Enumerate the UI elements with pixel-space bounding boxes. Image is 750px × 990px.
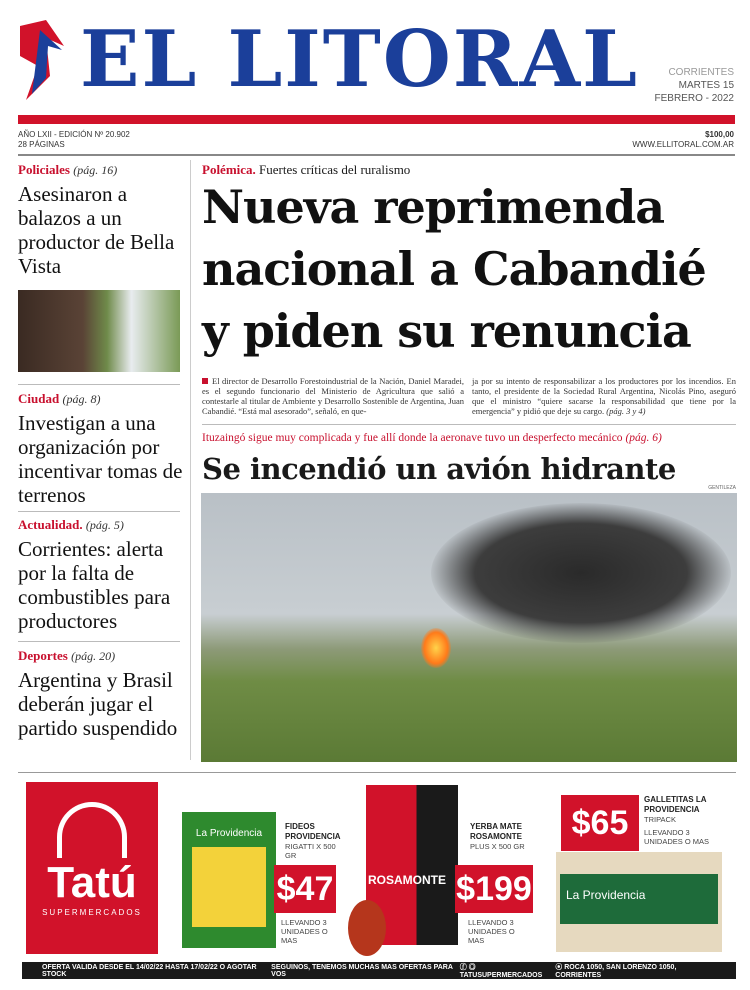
offer-validity: OFERTA VALIDA DESDE EL 14/02/22 HASTA 17/02/22 O AGOTAR STOCK (42, 963, 257, 978)
product-detail: PLUS X 500 GR (470, 842, 525, 851)
armadillo-icon (57, 802, 127, 858)
page-ref: (pág. 3 y 4) (606, 406, 646, 416)
condition: LLEVANDO 3 UNIDADES O MAS (644, 828, 710, 846)
date: FEBRERO - 2022 (654, 93, 734, 104)
mate-cup (348, 900, 386, 956)
section-label: Deportes (18, 648, 68, 663)
sidebar-story-policiales[interactable] (18, 162, 183, 278)
red-bar (18, 115, 735, 124)
social-handle[interactable] (460, 962, 556, 979)
lead-body-col1 (202, 376, 464, 416)
victim-photo (18, 290, 180, 372)
body-text: El director de Desarrollo Forestoindustrial de la Nación, Daniel Maradei, es el segundo funcionario del Ministerio de Agricultura que salió a contestarle al titular de Ambiente y Desarrollo Sostenible de Argentina, Juan Cabandié. “Está mal asesorado”, señaló, en que- (202, 376, 464, 416)
product-name: YERBA MATE ROSAMONTE (470, 822, 522, 841)
product-name: GALLETITAS LA PROVIDENCIA (644, 795, 707, 814)
price-tag: $65 (561, 795, 639, 851)
address: ROCA 1050, SAN LORENZO 1050, CORRIENTES (555, 964, 677, 979)
logo-bird-icon (16, 16, 68, 104)
lead-headline[interactable]: Nueva reprimenda nacional a Cabandié y piden su renuncia (202, 180, 706, 358)
kicker-text: Fuertes críticas del ruralismo (259, 162, 411, 177)
pasta-package (182, 812, 276, 948)
headline[interactable]: Argentina y Brasil deberán jugar el partido suspendido (18, 668, 178, 740)
body-text: ja por su intento de responsabilizar a los productores por los incendios. En tanto, el presidente de la Sociedad Rural Argentina, Nicolás Pino, aseguró que el ministro “quiere sacarse la responsabilidad que tiene por la emergencia” y pidió que deje su cargo. (472, 376, 736, 416)
section-label: Actualidad. (18, 517, 83, 532)
divider (18, 384, 180, 385)
divider (202, 424, 736, 425)
headline[interactable]: Corrientes: alerta por la falta de combustibles para productores (18, 537, 171, 633)
masthead-title[interactable]: EL LITORAL (80, 14, 639, 105)
price-info (632, 130, 734, 150)
smoke (431, 503, 731, 643)
page-ref: (pág. 5) (85, 518, 124, 532)
crackers-package (556, 852, 722, 952)
kicker-label: Polémica. (202, 162, 256, 177)
day: MARTES 15 (678, 80, 734, 91)
page-ref: (pág. 8) (62, 392, 101, 406)
photo-credit: GENTILEZA (708, 485, 736, 491)
location-pin-icon: ⦿ (555, 964, 563, 971)
second-kicker (202, 432, 662, 444)
second-headline[interactable]: Se incendió un avión hidrante (202, 452, 676, 486)
condition: LLEVANDO 3 UNIDADES O MAS (281, 918, 328, 945)
ad-footer (22, 962, 736, 979)
sidebar-story-actualidad[interactable] (18, 517, 183, 633)
section-label: Ciudad (18, 391, 60, 406)
plane-fire-photo (201, 493, 737, 762)
edition-info (18, 130, 130, 150)
product-detail: TRIPACK (644, 815, 676, 824)
price: $100,00 (705, 130, 734, 139)
brand: Tatú (47, 858, 137, 907)
handle: TATUSUPERMERCADOS (459, 972, 543, 979)
follow-text: SEGUINOS, TENEMOS MUCHAS MAS OFERTAS PARA VOS (271, 963, 453, 978)
sidebar-story-deportes[interactable] (18, 648, 183, 740)
product-fideos (285, 822, 345, 860)
edition: AÑO LXII - EDICIÓN Nº 20.902 (18, 130, 130, 139)
headline[interactable]: Investigan a una organización por incentivar tomas de terrenos (18, 411, 183, 507)
price-tag: $199 (455, 865, 533, 913)
product-yerba (470, 822, 532, 851)
facebook-icon: ⓕ (459, 964, 467, 971)
headline[interactable]: Asesinaron a balazos a un productor de Bella Vista (18, 182, 175, 278)
page-ref: (pág. 20) (71, 649, 116, 663)
divider (18, 641, 180, 642)
product-detail: RIGATTI X 500 GR (285, 842, 336, 860)
page-ref: (pág. 16) (73, 163, 118, 177)
masthead-date (655, 66, 734, 105)
price-tag: $47 (274, 865, 336, 913)
brand-sub: SUPERMERCADOS (42, 908, 142, 917)
pack-label: La Providencia (560, 874, 718, 924)
product-galletitas (644, 795, 724, 846)
pack-label: La Providencia (195, 828, 263, 839)
divider (18, 154, 735, 156)
section-label: Policiales (18, 162, 70, 177)
fire (421, 628, 451, 668)
website[interactable]: WWW.ELLITORAL.COM.AR (632, 140, 734, 149)
tatu-logo[interactable] (26, 782, 158, 954)
product-name: FIDEOS PROVIDENCIA (285, 822, 341, 841)
sidebar-story-ciudad[interactable] (18, 391, 183, 507)
city: CORRIENTES (668, 67, 734, 78)
divider (18, 772, 736, 773)
condition: LLEVANDO 3 UNIDADES O MAS (468, 918, 515, 945)
bullet-icon (202, 378, 208, 384)
lead-body-col2 (472, 376, 736, 416)
column-divider (190, 160, 191, 760)
divider (18, 511, 180, 512)
pages: 28 PÁGINAS (18, 140, 65, 149)
pack-label: ROSAMONTE (368, 873, 446, 887)
kicker-text: Ituzaingó sigue muy complicada y fue allí donde la aeronave tuvo un desperfecto mecánico (202, 432, 623, 444)
instagram-icon: ◎ (468, 964, 476, 971)
page-ref: (pág. 6) (625, 432, 662, 444)
